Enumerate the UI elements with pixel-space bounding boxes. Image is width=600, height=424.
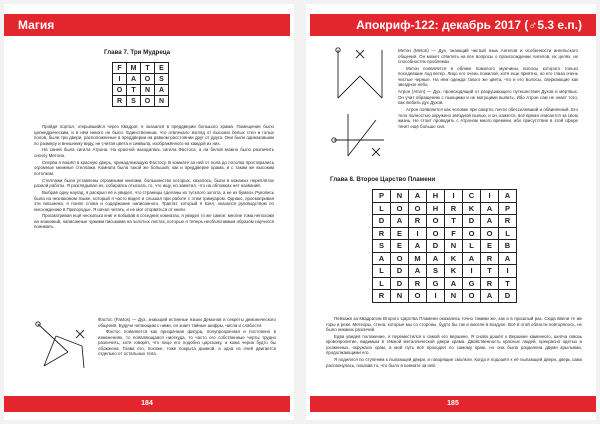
square-cell: N — [445, 290, 463, 303]
square-cell: I — [481, 190, 499, 203]
square-cell: O — [391, 252, 409, 265]
square-cell: B — [499, 240, 517, 253]
square-cell: O — [409, 290, 427, 303]
square-cell: O — [463, 227, 481, 240]
square-cell: P — [373, 190, 391, 203]
left-page — [4, 4, 294, 420]
magic-square-8x9 — [372, 189, 517, 303]
square-cell: G — [463, 277, 481, 290]
meton-atron-description — [398, 48, 578, 131]
square-cell: R — [445, 202, 463, 215]
square-cell: N — [391, 290, 409, 303]
square-cell: S — [127, 96, 141, 107]
square-cell: O — [113, 85, 127, 96]
square-cell: D — [391, 277, 409, 290]
square-cell: K — [463, 202, 481, 215]
paragraph: Стеллажи были уставлены огромными книгами, большинство которых, казалось, были в кожаных переплётах разной работы. Я разглядывал их, собираясь отыскать то, что ищу, но заметил, что на обложках нет названий. — [34, 177, 274, 189]
square-cell: O — [141, 96, 155, 107]
square-cell: I — [463, 265, 481, 278]
paragraph: Пейзажи за Квадратом Второго Царства Пламени оказались точно такими же, как и в прошлый раз. Сюда ввели те же горы и реки. Метеоры, стена, которые мы со стороны, будто бы так и висели в воздухе. Всё в этой области повторялось, не было никаких различий. — [326, 316, 582, 332]
square-cell: O — [141, 74, 155, 85]
square-cell: A — [373, 252, 391, 265]
square-cell: D — [427, 240, 445, 253]
square-cell: S — [155, 74, 169, 85]
square-cell: A — [481, 215, 499, 228]
left-body-text — [34, 124, 274, 231]
square-cell: A — [427, 252, 445, 265]
paragraph: Едва увидев положение, я переместился к самой его вершине. Я снова дошёл к Вершине каменного, шепча сквозь кровопролитие, видимым в тёмной металлической двери храма. Двойственность красных людей, прекрасно одетых и ухоженных, окружала храм, а мой путь всё проходил по самому краю, но она была разделена двумя крыльями, продолжающими его. — [326, 333, 582, 356]
square-cell: R — [481, 252, 499, 265]
square-cell: R — [499, 215, 517, 228]
square-cell: N — [391, 190, 409, 203]
right-page-header: Апокриф-122: декабрь 2017 (♂5.3 е.п.) — [310, 14, 596, 36]
square-cell: O — [463, 290, 481, 303]
square-cell: A — [127, 74, 141, 85]
phastos-description — [98, 317, 276, 358]
square-cell: I — [445, 190, 463, 203]
square-cell: O — [391, 202, 409, 215]
square-cell: A — [481, 202, 499, 215]
square-cell: D — [463, 215, 481, 228]
square-cell: R — [409, 277, 427, 290]
left-page-number: 184 — [4, 396, 290, 412]
meton-paragraph: Метон (Meton) — Дух, знающий чистый язык Ангелов и особенности ангельского общения. Он может ответить на все вопросы о происхождении Ангелов, их целях, их способностях проблемах. — [398, 48, 578, 64]
square-cell: F — [445, 227, 463, 240]
meton-sigil-icon — [330, 46, 388, 102]
square-cell: K — [445, 265, 463, 278]
meton-paragraph: Метон появляется в облике пожилого мужчины, волосы которого только поседевшие под ветер. Лицо его очень пожилой, хотя еще приятно, но его глаза очень чистые черные. На нем одежда такого же цвета, что и его волосы, сверкающие как звездное небо. — [398, 65, 578, 88]
square-cell: O — [409, 202, 427, 215]
square-cell: A — [155, 85, 169, 96]
square-cell: E — [155, 63, 169, 74]
square-cell: R — [409, 215, 427, 228]
magic-square-4x4 — [112, 62, 169, 107]
square-cell: A — [391, 215, 409, 228]
left-page-header: Магия — [4, 14, 290, 36]
atron-sigil-icon — [330, 110, 388, 160]
square-cell: H — [427, 202, 445, 215]
square-cell: C — [463, 190, 481, 203]
square-cell: O — [427, 215, 445, 228]
square-cell: K — [445, 252, 463, 265]
phastos-sigil-icon — [34, 316, 90, 372]
square-cell: E — [481, 240, 499, 253]
square-cell: A — [499, 252, 517, 265]
atron-paragraph: Атрон появляется как человек при смерти, почти обессилевший и обвинённый. Его тело полностью окружено звёздной пылью, и он, кажется, всё время опасается за свою жизнь. Не стоит проводить с Атроном много времени, ибо присутствие в этой сфере тянет ещё больше сил. — [398, 107, 578, 129]
square-cell: I — [409, 227, 427, 240]
section-title-second-kingdom: Глава 8. Второе Царство Пламени — [330, 176, 436, 183]
paragraph: Пройдя портал, открывшийся через Квадрат, я оказался в преддверии большого храма. Помещение было цилиндрическим, и в нём никого не было. Единственным, что отвлекало взгляд от высоких белых стен и голых полов, были три двери, расположенные в преддверии на равном расстоянии друг от друга. Они были одинаковыми по размеру и внешнему виду, не считая цвета и символа, изображённого на каждой из них. — [34, 124, 274, 146]
square-cell: A — [409, 190, 427, 203]
square-cell: D — [499, 290, 517, 303]
square-cell: R — [373, 227, 391, 240]
square-cell: S — [427, 265, 445, 278]
square-cell: O — [481, 227, 499, 240]
square-cell: M — [127, 63, 141, 74]
square-cell: P — [499, 202, 517, 215]
right-page-number: 185 — [310, 396, 596, 412]
square-cell: L — [373, 202, 391, 215]
square-cell: G — [427, 277, 445, 290]
right-body-text — [326, 316, 582, 370]
square-cell: A — [445, 277, 463, 290]
square-cell: T — [141, 63, 155, 74]
square-cell: A — [409, 240, 427, 253]
square-cell: D — [373, 215, 391, 228]
square-cell: L — [373, 277, 391, 290]
square-cell: M — [409, 252, 427, 265]
square-cell: A — [463, 252, 481, 265]
square-cell: T — [127, 85, 141, 96]
phastos-paragraph: Фастос (Fastos) — Дух, знающий истинные языки Демонов и секреты демонического общения. Будучи читающим с ними, он знает тайные шифры, числа и слабости. — [98, 317, 276, 328]
paragraph: Выбрав одну наугад, я раскрыл её и увидел, что страницы сделаны из тусклого золота, а не из бумаги. Рукопись была на незнакомом языке, который я часто видел и слышал при работе с этим гримуаром. Однако, просматривая эти письмена, я понял слова и содержание написанного. Трактат, который я взял, оказался руководством по нисхождению в Пригородье. Я начал читать, и не мог оторваться от книги. — [34, 190, 274, 212]
square-cell: R — [481, 277, 499, 290]
square-cell: I — [499, 265, 517, 278]
square-cell: T — [445, 215, 463, 228]
square-cell: F — [113, 63, 127, 74]
square-cell: A — [499, 190, 517, 203]
atron-paragraph: Атрон (Atron) — Дух, происходящий от разрушающего путешествия Духов и мёртвых. Он учит обращению с пьющими и не могущими выпить. Ибо Атрон сам не знает того, как любить дух Духов. — [398, 89, 578, 106]
square-cell: L — [463, 240, 481, 253]
square-cell: R — [113, 96, 127, 107]
square-cell: A — [481, 290, 499, 303]
paragraph: Просматривая ещё несколько книг и побывав в соседних комнатах, я увидел то же самое: многие тома непохожи на знакомый, написанные чужими письмами на золотых листах, которые я теперь необъяснимым образом научился понимать. — [34, 213, 275, 230]
right-page — [306, 4, 596, 420]
square-cell: E — [391, 227, 409, 240]
square-cell: T — [481, 265, 499, 278]
square-cell: I — [427, 290, 445, 303]
square-cell: R — [373, 290, 391, 303]
square-cell: L — [373, 265, 391, 278]
square-cell: H — [427, 190, 445, 203]
square-cell: D — [391, 265, 409, 278]
phastos-paragraph: Фастос появляется как призрачная фигура, полупрозрачная и постоянно в изменениях, то появляющаяся ниоткуда, то часто его собственные черты трудно различить, хотя говорят, что лицо его подобно царскому, а кожа черна будто бы обожжена. Глава его, похоже, тоже покрыта дымкой, а одна из очей двигается отдельно от остальных тела. — [98, 329, 276, 357]
square-cell: E — [391, 240, 409, 253]
square-cell: S — [373, 240, 391, 253]
paragraph: Сперва я вошёл в красную дверь, принадлежащую Фастосу. В комнате за ней от пола до потолка простирались огромные книжные стеллажи. Комната была такой же большой, как и преддверие храма, и с таким же высоким потолком. — [34, 159, 274, 176]
paragraph: Я поднялся по ступеням к пылающей двери, и говорящие смолкли. Когда я подошёл к её пылающей двери, дверь сама распахнулась, показав то, что было в комнате за ней. — [326, 357, 582, 368]
square-cell: N — [155, 96, 169, 107]
square-cell: I — [113, 74, 127, 85]
section-title-three-sages: Глава 7. Три Мудреца — [104, 49, 171, 56]
paragraph: На синей была сигила Атрона. На красной находилась сигила Фастоса, а на белой можно было различить сигилу Метона. — [34, 147, 274, 158]
square-cell: N — [445, 240, 463, 253]
square-cell: N — [141, 85, 155, 96]
square-cell: T — [499, 277, 517, 290]
square-cell: A — [409, 265, 427, 278]
square-cell: L — [499, 227, 517, 240]
square-cell: O — [427, 227, 445, 240]
